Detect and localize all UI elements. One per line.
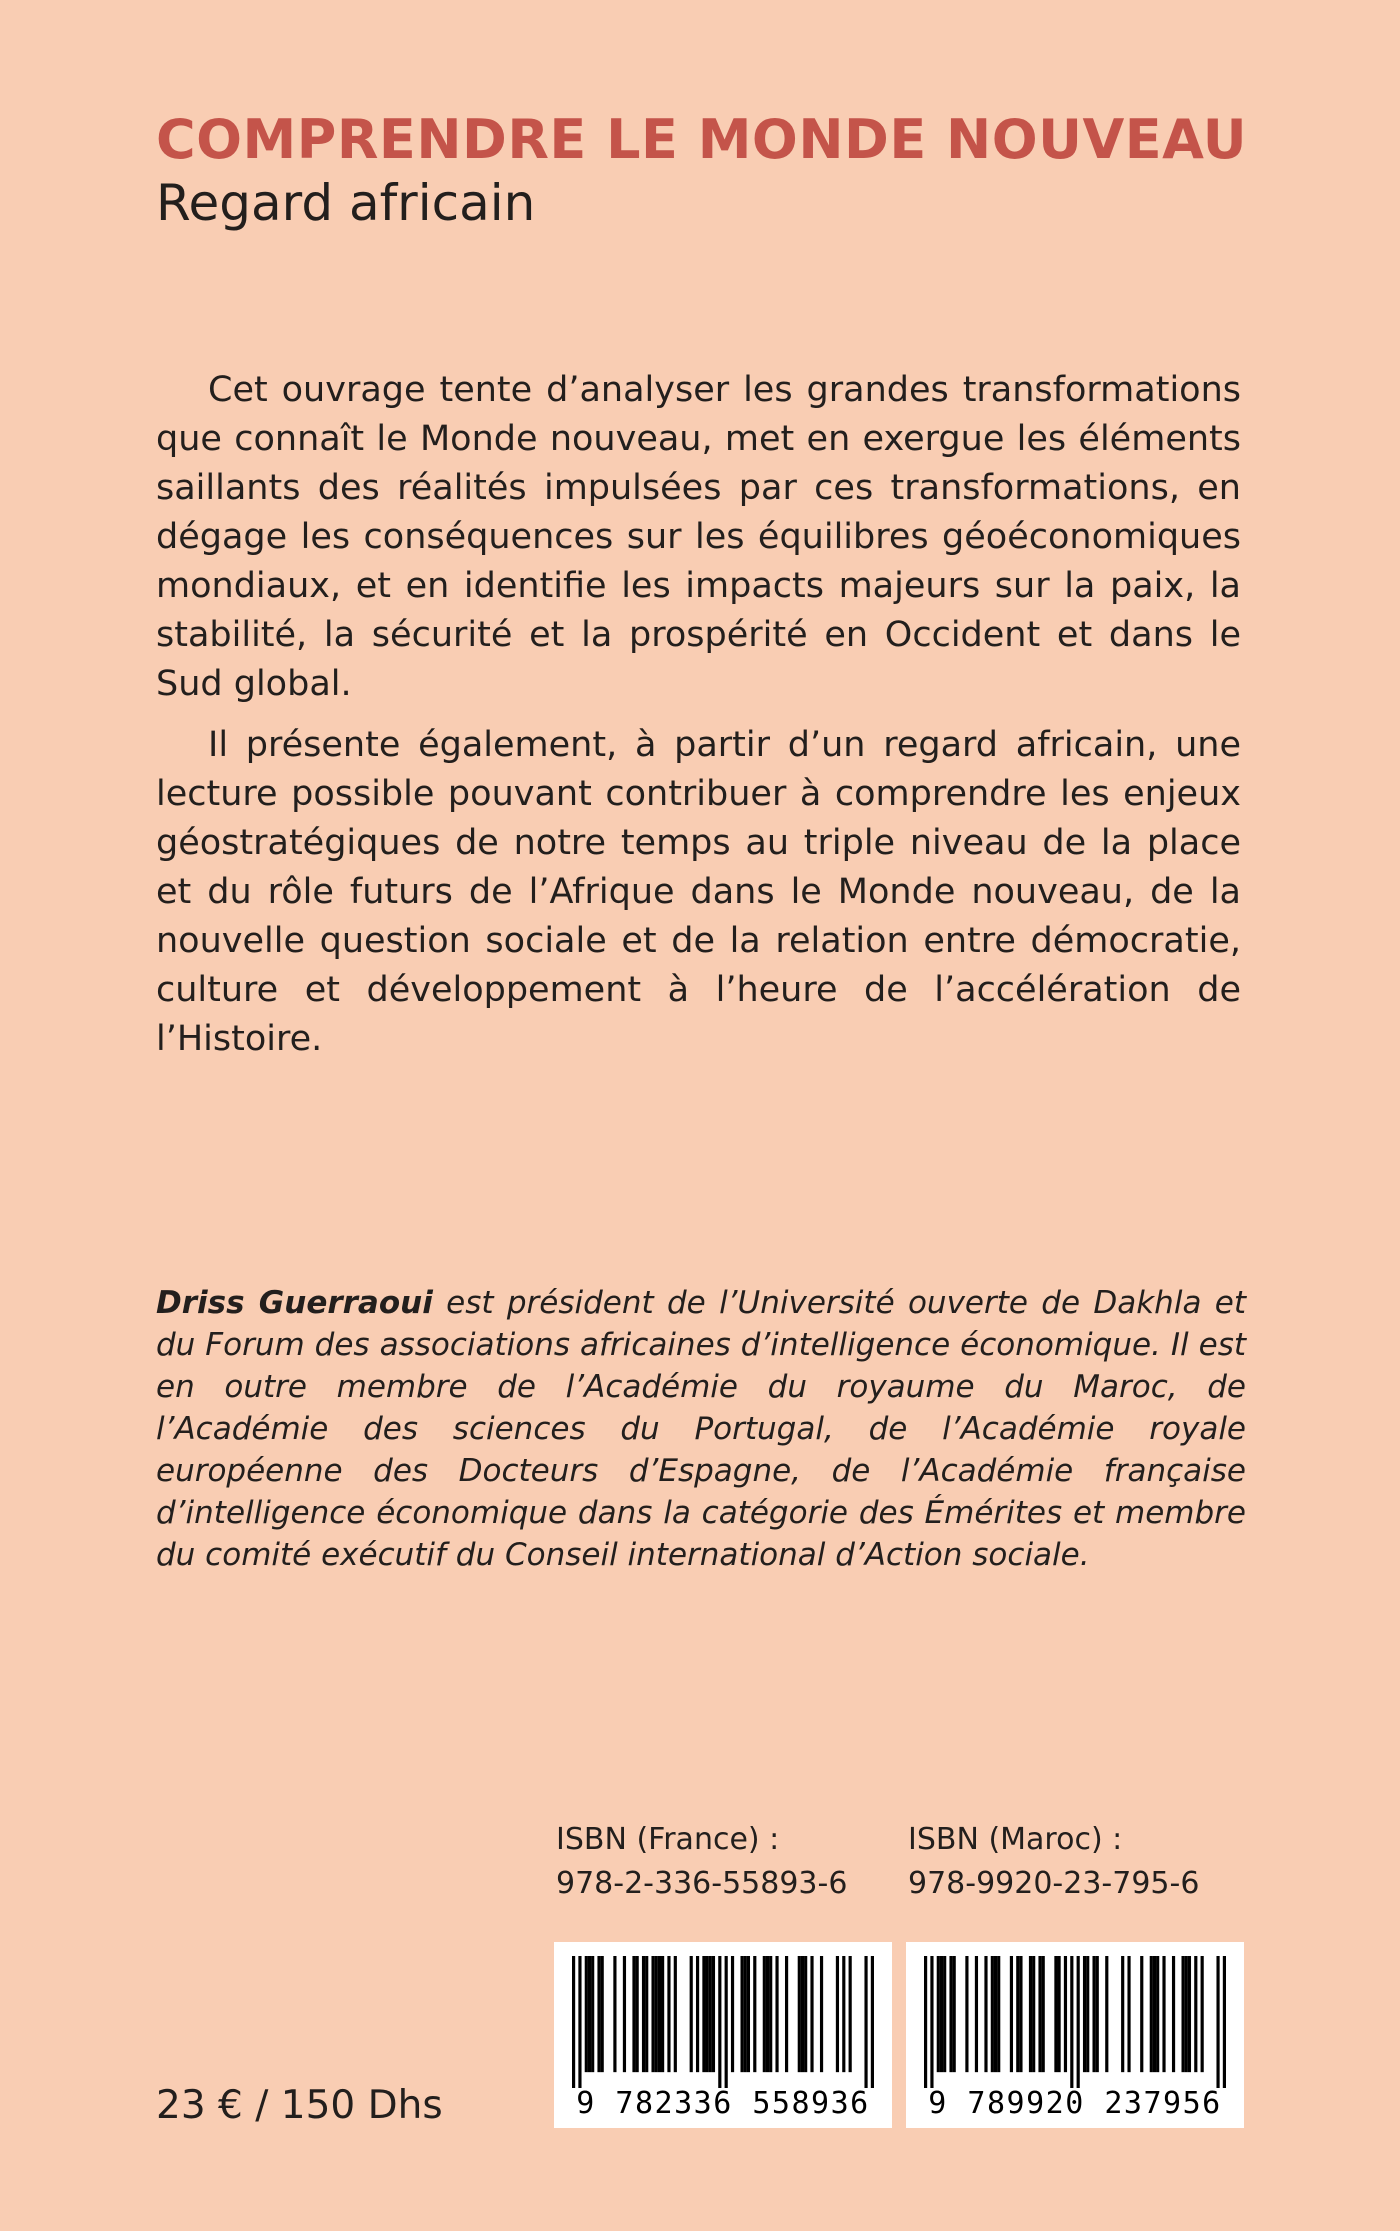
barcode-bar [588, 1956, 591, 2072]
barcode-france [554, 1942, 892, 2128]
barcode-bar [965, 1956, 968, 2072]
barcode-bar [744, 1956, 747, 2072]
barcode-bar [1223, 1956, 1226, 2088]
barcode-bar [1150, 1956, 1153, 2072]
barcode-bar [842, 1956, 845, 2072]
barcode-bar [1092, 1956, 1095, 2072]
barcode-bar [718, 1956, 721, 2088]
barcode-bar [1121, 1956, 1124, 2072]
barcode-bar [1086, 1956, 1089, 2072]
barcode-bar [871, 1956, 874, 2088]
barcode-bar [1058, 1956, 1061, 2072]
price: 23 € / 150 Dhs [156, 2083, 443, 2128]
barcode-bar [591, 1956, 594, 2072]
summary-paragraph-1: Cet ouvrage tente d’analyser les grandes transformations que connaît le Monde nouveau, met en exergue les éléments saillants des réalités impulsées par ces transformations, en dégage les conséquences sur les équilibres géoéconomiques mondiaux, et en identifie les impacts majeurs sur la paix, la stabilité, la sécurité et la prospérité en Occident et dans le Sud global. [156, 370, 1241, 704]
isbn-france-label: ISBN (France) : [556, 1822, 780, 1857]
barcode-bar [820, 1956, 823, 2072]
barcode-bar [1194, 1956, 1197, 2072]
barcode-bar [1105, 1956, 1108, 2072]
barcode-bar [1127, 1956, 1130, 2072]
barcode-bar [578, 1956, 581, 2088]
barcode-bar [1096, 1956, 1099, 2072]
barcode-bar [601, 1956, 604, 2072]
barcode-bar [1010, 1956, 1013, 2072]
barcode-bar [585, 1956, 588, 2072]
barcode-bar [994, 1956, 997, 2072]
barcode-maroc-digits: 9 789920 237956 [928, 2086, 1222, 2121]
barcode-bar [1042, 1956, 1045, 2072]
barcode-bar [937, 1956, 940, 2072]
barcode-bar [766, 1956, 769, 2072]
barcode-bar [975, 1956, 978, 2072]
barcode-bar [658, 1956, 661, 2072]
barcode-bar [864, 1956, 867, 2088]
barcode-bar [690, 1956, 693, 2072]
barcode-bar [674, 1956, 677, 2072]
barcode-bar [747, 1956, 750, 2072]
barcode-bar [712, 1956, 715, 2072]
barcode-bar [991, 1956, 994, 2072]
author-bio-body: est président de l’Université ouverte de Dakhla et du Forum des associations africaines d’intelligence économique. Il est en outre membre de l’Académie du royaume du Maroc, de l’Académie des sciences du Portugal, de l’Académie royale européenne des Docteurs d’Espagne, de l’Académie française d’intelligence économique dans la catégorie des Émérites et membre du comité exécutif du Conseil international d’Action sociale. [156, 1285, 1246, 1573]
barcode-bar [702, 1956, 705, 2072]
barcode-bar [696, 1956, 699, 2072]
barcode-bar [836, 1956, 839, 2072]
barcode-bar [1016, 1956, 1019, 2072]
barcode-bar [949, 1956, 952, 2072]
author-bio-text [156, 1282, 1246, 1576]
barcode-bar [1083, 1956, 1086, 2072]
barcode-bar [1038, 1956, 1041, 2072]
barcode-bar [1019, 1956, 1022, 2072]
barcode-bar [636, 1956, 639, 2072]
barcode-bar [769, 1956, 772, 2072]
barcode-bar [725, 1956, 728, 2088]
barcode-bar [785, 1956, 788, 2072]
isbn-france-number: 978-2-336-55893-6 [556, 1866, 848, 1901]
barcode-bar [655, 1956, 658, 2072]
barcode-bar [849, 1956, 852, 2072]
barcode-bar [623, 1956, 626, 2072]
barcode-bar [1188, 1956, 1191, 2072]
barcode-maroc [906, 1942, 1244, 2128]
barcode-bar [709, 1956, 712, 2072]
barcode-bar [801, 1956, 804, 2072]
book-title: COMPRENDRE LE MONDE NOUVEAU [156, 108, 1248, 171]
barcode-bar [940, 1956, 943, 2072]
barcode-bar [997, 1956, 1000, 2072]
barcode-bar [753, 1956, 756, 2072]
isbn-france [556, 1818, 847, 1906]
summary-paragraph-2: Il présente également, à partir d’un regard africain, une lecture possible pouvant contribuer à comprendre les enjeux géostratégiques de notre temps au triple niveau de la place et du rôle futurs de l’Afrique dans le Monde nouveau, de la nouvelle question sociale et de la relation entre démocratie, culture et développement à l’heure de l’accélération de l’Histoire. [156, 725, 1241, 1059]
barcode-bar [740, 1956, 743, 2072]
barcode-bar [1172, 1956, 1175, 2072]
isbn-maroc [908, 1818, 1199, 1906]
barcode-bar [1070, 1956, 1073, 2088]
barcode-bar [1162, 1956, 1165, 2072]
barcode-bar [597, 1956, 600, 2072]
barcode-bar [645, 1956, 648, 2072]
barcode-bar [1029, 1956, 1032, 2072]
barcode-bar [775, 1956, 778, 2072]
barcode-bar [667, 1956, 670, 2072]
barcode-bar [1064, 1956, 1067, 2072]
barcode-bar [1153, 1956, 1156, 2072]
barcode-bar [1185, 1956, 1188, 2072]
barcode-bar [924, 1956, 927, 2088]
isbn-maroc-label: ISBN (Maroc) : [908, 1822, 1123, 1857]
barcode-bar [810, 1956, 813, 2072]
barcode-bar [572, 1956, 575, 2088]
barcode-bar [798, 1956, 801, 2072]
barcode-bar [1201, 1956, 1204, 2072]
barcode-bar [804, 1956, 807, 2072]
barcode-bar [661, 1956, 664, 2072]
barcode-bar [642, 1956, 645, 2072]
barcode-maroc-bars [924, 1956, 1226, 2088]
barcode-bar [1156, 1956, 1159, 2072]
barcode-bar [632, 1956, 635, 2072]
barcode-bar [1077, 1956, 1080, 2088]
book-summary [156, 366, 1241, 1076]
author-name: Driss Guerraoui [156, 1285, 433, 1321]
barcode-france-bars [572, 1956, 874, 2088]
author-bio [156, 1282, 1246, 1576]
barcode-bar [1181, 1956, 1184, 2072]
barcode-bar [1054, 1956, 1057, 2072]
barcode-bar [763, 1956, 766, 2072]
barcode-bar [613, 1956, 616, 2072]
barcode-bar [984, 1956, 987, 2072]
book-subtitle: Regard africain [156, 174, 536, 232]
barcode-bar [651, 1956, 654, 2072]
barcode-france-digits: 9 782336 558936 [576, 2086, 870, 2121]
barcode-bar [731, 1956, 734, 2072]
barcode-bar [706, 1956, 709, 2072]
barcode-bar [1216, 1956, 1219, 2088]
isbn-maroc-number: 978-9920-23-795-6 [908, 1866, 1200, 1901]
barcode-bar [930, 1956, 933, 2088]
barcode-bar [1140, 1956, 1143, 2072]
barcode-bar [1032, 1956, 1035, 2072]
barcode-bar [943, 1956, 946, 2072]
barcode-bar [953, 1956, 956, 2072]
